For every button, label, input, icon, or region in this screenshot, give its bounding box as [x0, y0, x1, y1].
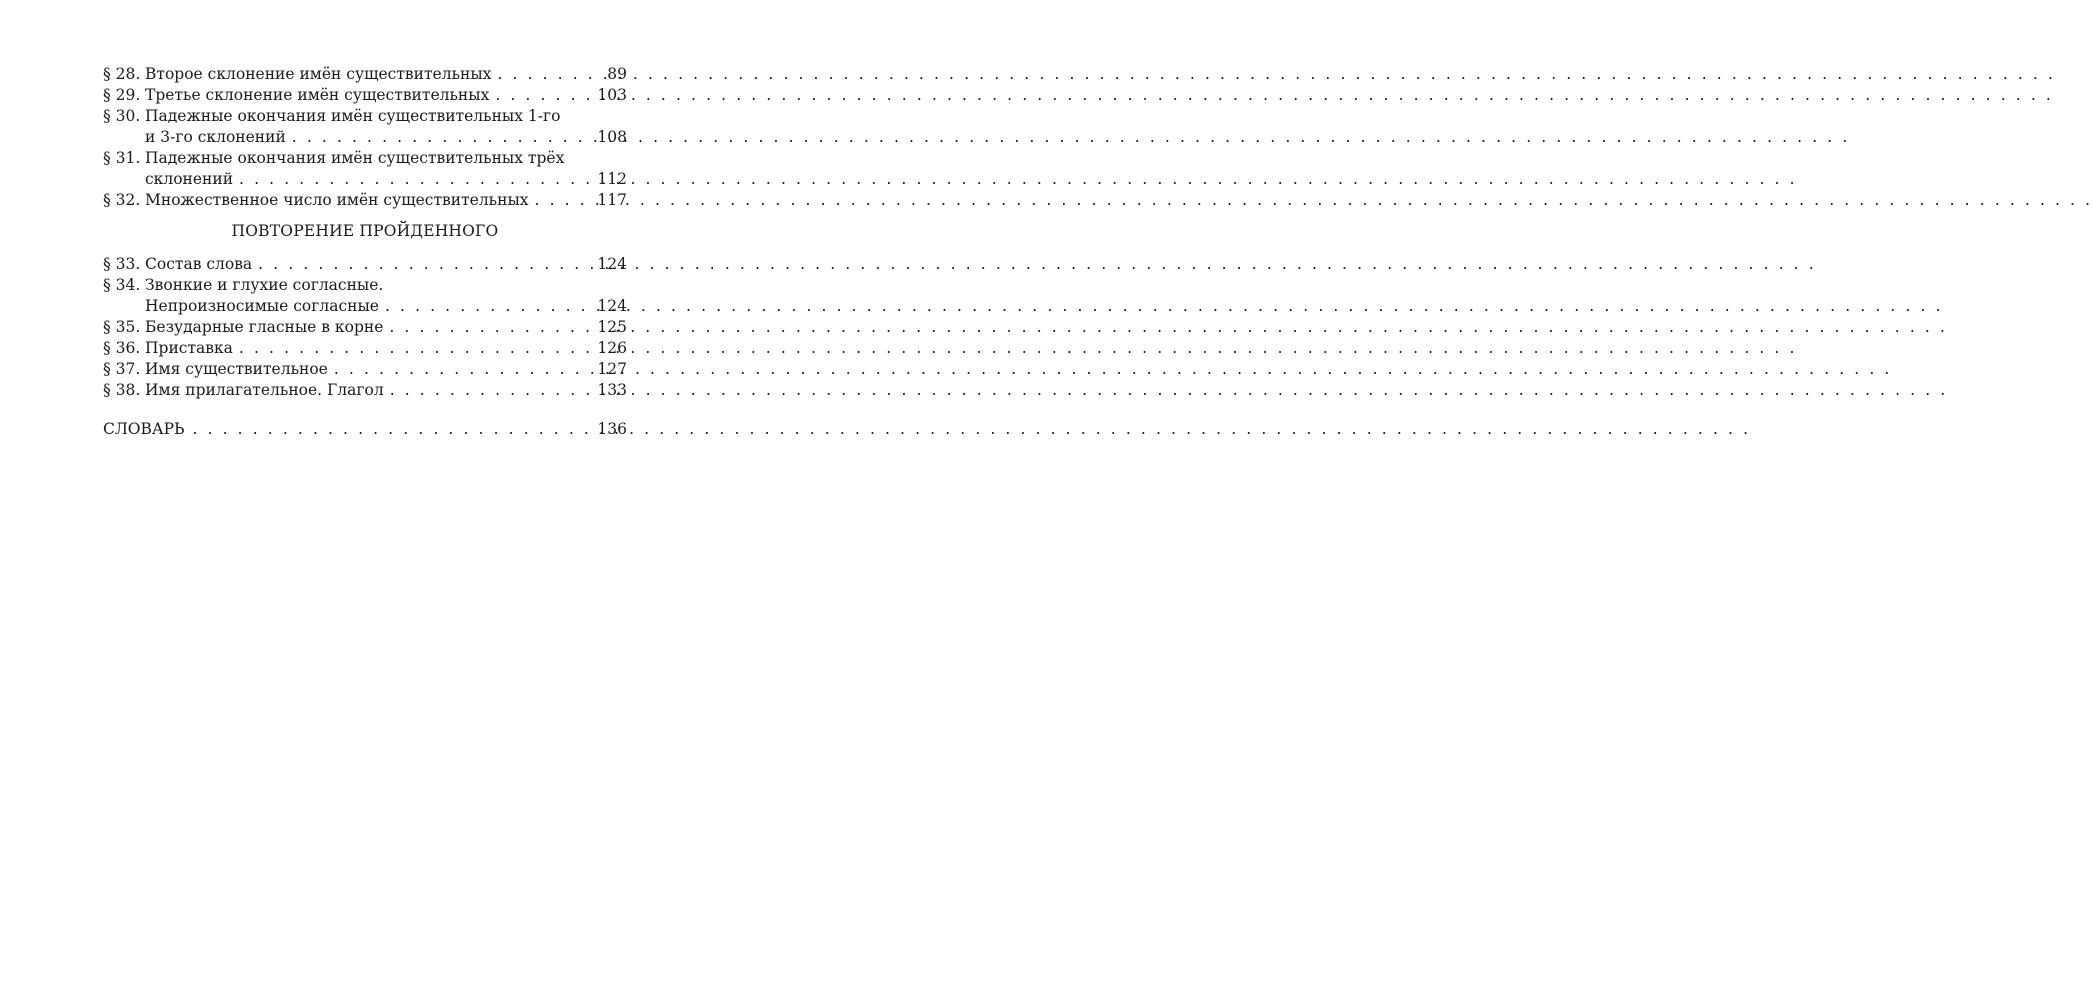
toc-entry-33[interactable] — [103, 254, 627, 275]
toc-number: § 31. — [103, 149, 141, 167]
toc-entry-29[interactable] — [103, 85, 627, 106]
toc-entry-28[interactable] — [103, 64, 627, 85]
dot-leader — [239, 338, 591, 359]
dot-leader — [495, 85, 591, 106]
dot-leader — [193, 419, 592, 440]
toc-entry-dictionary[interactable] — [103, 419, 627, 440]
toc-page-number: 124 — [597, 255, 627, 273]
toc-entry-36[interactable] — [103, 338, 627, 359]
table-of-contents — [103, 64, 627, 440]
toc-entry-34[interactable] — [103, 275, 627, 317]
toc-title: Безударные гласные в корне — [145, 318, 384, 336]
toc-entry-32[interactable] — [103, 190, 627, 211]
toc-title-continuation: склонений — [145, 170, 234, 188]
toc-title-continuation: и 3-го склонений — [145, 128, 286, 146]
toc-page-number: 133 — [597, 381, 627, 399]
toc-page-number: 112 — [597, 170, 627, 188]
dot-leader — [497, 64, 601, 85]
toc-number: § 33. — [103, 255, 141, 273]
toc-title: СЛОВАРЬ — [103, 420, 185, 438]
toc-entry-31[interactable] — [103, 148, 627, 190]
toc-entry-38[interactable] — [103, 380, 627, 401]
toc-page-number: 124 — [597, 297, 627, 315]
spacer — [103, 401, 627, 419]
toc-number: § 30. — [103, 107, 141, 125]
dot-leader — [535, 190, 592, 211]
toc-page-number: 125 — [597, 318, 627, 336]
toc-number: § 38. — [103, 381, 141, 399]
toc-number: § 29. — [103, 86, 141, 104]
toc-title: Множественное число имён существительных — [145, 191, 529, 209]
toc-title: Состав слова — [145, 255, 253, 273]
dot-leader — [258, 254, 591, 275]
toc-title: Приставка — [145, 339, 233, 357]
toc-title: Третье склонение имён существительных — [145, 86, 490, 104]
toc-number: § 28. — [103, 65, 141, 83]
toc-number: § 36. — [103, 339, 141, 357]
toc-number: § 37. — [103, 360, 141, 378]
toc-page-number: 126 — [597, 339, 627, 357]
toc-title: Падежные окончания имён существительных 1-го — [145, 107, 561, 125]
dot-leader — [390, 380, 592, 401]
toc-entry-30[interactable] — [103, 106, 627, 148]
toc-title-continuation: Непроизносимые согласные — [145, 297, 379, 315]
toc-page-number: 108 — [597, 128, 627, 146]
toc-page-number: 136 — [597, 420, 627, 438]
dot-leader — [239, 169, 591, 190]
toc-number: § 34. — [103, 276, 141, 294]
toc-page-number: 103 — [597, 86, 627, 104]
toc-title: Второе склонение имён существительных — [145, 65, 492, 83]
toc-title: Имя существительное — [145, 360, 328, 378]
toc-page-number: 117 — [597, 191, 627, 209]
toc-title: Падежные окончания имён существительных трёх — [145, 149, 565, 167]
dot-leader — [334, 359, 592, 380]
dot-leader — [385, 296, 591, 317]
toc-title: Звонкие и глухие согласные. — [145, 276, 384, 294]
toc-number: § 35. — [103, 318, 141, 336]
toc-title: Имя прилагательное. Глагол — [145, 381, 384, 399]
toc-number: § 32. — [103, 191, 141, 209]
toc-entry-35[interactable] — [103, 317, 627, 338]
toc-entry-37[interactable] — [103, 359, 627, 380]
toc-page-number: 89 — [607, 65, 627, 83]
section-heading: ПОВТОРЕНИЕ ПРОЙДЕННОГО — [231, 222, 499, 240]
dot-leader — [292, 127, 592, 148]
toc-page-number: 127 — [597, 360, 627, 378]
dot-leader — [389, 317, 591, 338]
